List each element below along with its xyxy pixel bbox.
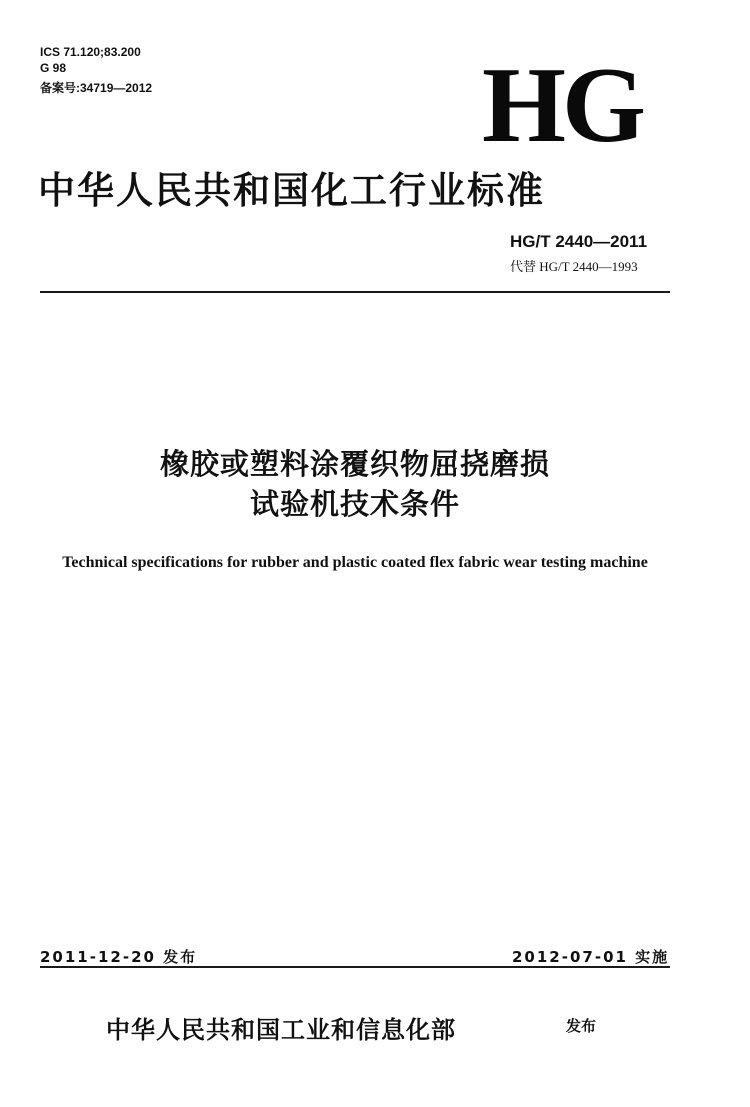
standard-code: HG/T 2440—2011 <box>510 232 648 251</box>
header-divider <box>40 291 670 293</box>
filing-number: 备案号:34719—2012 <box>40 81 153 95</box>
publisher-suffix: 发布 <box>566 1017 597 1035</box>
ccs-code: G 98 <box>40 61 67 75</box>
issue-date: 2011-12-20 发布 <box>40 948 198 966</box>
hg-logo: HG <box>482 46 643 165</box>
document-title-english: Technical specifications for rubber and plastic coated flex fabric wear testing machine <box>62 554 648 571</box>
footer-divider <box>40 966 670 968</box>
publisher-name: 中华人民共和国工业和信息化部 <box>106 1016 456 1044</box>
implementation-date: 2012-07-01 实施 <box>512 948 670 966</box>
ics-code: ICS 71.120;83.200 <box>40 45 141 59</box>
document-title-line2: 试验机技术条件 <box>249 487 460 521</box>
standard-category-title: 中华人民共和国化工行业标准 <box>38 169 545 212</box>
replaced-standard: 代替 HG/T 2440—1993 <box>510 259 638 274</box>
document-title-line1: 橡胶或塑料涂覆织物屈挠磨损 <box>159 447 550 481</box>
